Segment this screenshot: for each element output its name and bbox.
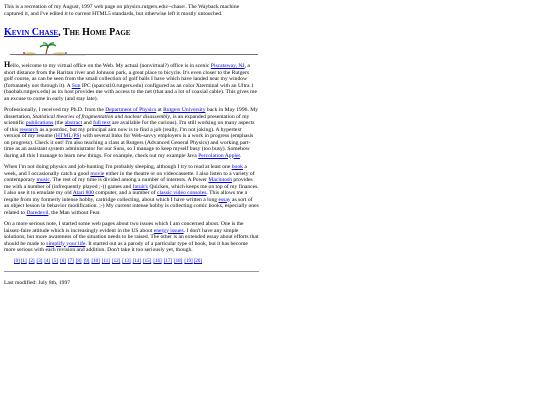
title-name-link[interactable]: Kevin Chase bbox=[4, 27, 59, 38]
p2-text-8: as a postdoc, but my principal aim now is to find a job (really, I'm not joking). A hypertext version of my resume ( bbox=[4, 126, 242, 139]
p2-text-1: Professionally, I received my Ph.D. from the bbox=[4, 107, 104, 113]
webring-item[interactable]: [1] bbox=[20, 258, 27, 264]
webring-item[interactable]: [11] bbox=[101, 258, 110, 264]
link-macintosh[interactable]: Macintosh bbox=[208, 177, 233, 183]
p2-text-11: . bbox=[239, 152, 242, 159]
link-book[interactable]: book bbox=[231, 164, 243, 170]
webring-item[interactable]: [9] bbox=[83, 258, 90, 264]
link-department-of-physics[interactable]: Department of Physics bbox=[105, 107, 157, 113]
p4-text-1: On a more serious note, I started some web pages about two issues which I am concerned about. One is the laissez-faire attitude which is increasingly evident in the US about bbox=[4, 221, 244, 234]
title-rest: , The Home Page bbox=[58, 27, 131, 38]
page-title bbox=[4, 27, 304, 39]
dissertation-title: Statistical theories of fragmentation and nuclear disassembly bbox=[32, 113, 170, 120]
header-rule bbox=[10, 42, 258, 58]
webring-end[interactable]: [20] bbox=[193, 258, 203, 264]
p3-text-4: . The rest of my time is divided among a number of interests. A Power bbox=[49, 177, 207, 183]
link-abstract[interactable]: abstract bbox=[64, 120, 83, 126]
link-resume-ps[interactable]: PS bbox=[73, 133, 80, 139]
intro-line-1: This is a recreation of my August, 1997 web page on physics.rutgers.edu/~chase/. The bbox=[4, 4, 197, 10]
p3-text-2: a week, and I occasionally catch a good bbox=[4, 164, 247, 177]
link-percolation-applet[interactable]: Percolation Applet bbox=[198, 152, 240, 159]
paragraph-serious bbox=[4, 221, 259, 254]
p2-text-9: / bbox=[71, 133, 74, 139]
webring-item[interactable]: [16] bbox=[153, 258, 162, 264]
intro-note bbox=[4, 4, 259, 17]
p3-text-7: computer, and a number of bbox=[95, 190, 156, 196]
p2-text-10: ) with several links for Web-savvy employers is a work in progress (emphasis on progress). Check it out! I'm also teaching a class at Rutgers (Advanced General Physics) and working part-time as an assistant system administrator for our Suns, so I manage to keep myself busy (too busy). Somehow during all this I manage to learn new things. For example, check out my example Java bbox=[4, 133, 254, 159]
webring-item[interactable]: [10] bbox=[91, 258, 100, 264]
link-rutgers-university[interactable]: Rutgers University bbox=[163, 107, 206, 113]
webring-item[interactable]: [13] bbox=[122, 258, 131, 264]
webring-items bbox=[20, 259, 194, 266]
p4-text-3: . It started out as a parody of a particular type of book, but it has become more serious with each revision and addition. Don't take it too seriously yet, though. bbox=[4, 240, 248, 253]
paragraph-interests bbox=[4, 164, 259, 216]
p2-text-4: , is an expanded presentation of my scientific bbox=[4, 113, 250, 126]
p3-text-1: When I'm not doing physics and job-hunting I'm probably sleeping, although I try to read at least one bbox=[4, 164, 231, 170]
p2-text-6: and bbox=[83, 120, 92, 126]
dropcap: H bbox=[4, 60, 11, 69]
last-modified: Last modified: July 8th, 1997 bbox=[4, 280, 71, 286]
webring-item[interactable]: [3] bbox=[36, 258, 43, 264]
webring-item[interactable]: [4] bbox=[44, 258, 51, 264]
p4-text-2: . I don't have any simple solutions, but more awareness of the situation needs to be raised. The other is an extended essay about efforts that should be made to bbox=[4, 227, 259, 247]
webring-item[interactable]: [17] bbox=[163, 258, 172, 264]
intro-line-2: Wayback machine captured it, and I've edited it to current HTML5 standards, but otherwise bbox=[4, 4, 240, 17]
p2-text-3: back in May 1996. My dissertation, bbox=[4, 107, 259, 120]
webring-item[interactable]: [5] bbox=[52, 258, 59, 264]
webring-item[interactable]: [19] bbox=[184, 258, 193, 264]
link-daredevil[interactable]: Daredevil bbox=[26, 209, 49, 216]
p2-text-2: at bbox=[157, 107, 162, 113]
webring-start[interactable]: [0] bbox=[14, 258, 20, 264]
link-movie[interactable]: movie bbox=[90, 170, 105, 177]
link-publications[interactable]: publications bbox=[25, 120, 54, 126]
webring-nav bbox=[14, 259, 269, 266]
p3-text-8: . This allows me a respite from my formerly intense hobby, cartridge collecting, about which I have written a long bbox=[4, 190, 248, 203]
webring-item[interactable]: [7] bbox=[67, 258, 74, 264]
p1-text-2: , a short distance from the Raritan river and Johnson park, a great place to bicycle. It's even closer to the Rutgers golf course, as can be seen from the small collection of golf balls I have which have landed near my window (fortunately not through it). A bbox=[4, 63, 250, 89]
paragraph-professional bbox=[4, 107, 259, 159]
link-energy-issues[interactable]: energy issues bbox=[153, 227, 184, 234]
link-full-text[interactable]: full text bbox=[93, 120, 111, 126]
beach-palm-tree-icon bbox=[16, 42, 86, 58]
webring-item[interactable]: [8] bbox=[75, 258, 82, 264]
link-atari-800[interactable]: Atari 800 bbox=[72, 190, 94, 196]
p3-text-6: Quicken, which keeps me on top of my finances. I also use it to emulate my old bbox=[4, 183, 259, 196]
paragraph-welcome bbox=[4, 62, 259, 102]
p3-text-9: as sort of an object lesson in behavior modification. ;-) My current intense hobby is collecting comic books, especially ones related to bbox=[4, 196, 259, 216]
webring-item[interactable]: [2] bbox=[28, 258, 35, 264]
link-essay[interactable]: essay bbox=[218, 196, 231, 203]
link-resume-html[interactable]: HTML bbox=[55, 133, 72, 139]
webring-item[interactable]: [15] bbox=[142, 258, 152, 264]
p2-text-7: are available for the curious). I'm still working on many aspects of this bbox=[4, 120, 255, 133]
p1-text-1: ello, welcome to my virtual office on the Web. My actual (nonvirtual?) office is in scenic bbox=[10, 63, 210, 69]
footer-divider bbox=[4, 271, 259, 272]
webring-item[interactable]: [12] bbox=[111, 258, 121, 264]
link-sun[interactable]: Sun bbox=[71, 82, 81, 89]
webring-item[interactable]: [6] bbox=[60, 258, 66, 264]
link-music[interactable]: music bbox=[36, 177, 50, 183]
webring-item[interactable]: [14] bbox=[132, 258, 141, 264]
link-piscataway[interactable]: Piscataway, NJ bbox=[210, 63, 245, 69]
link-simplify-your-life[interactable]: simplify your life bbox=[46, 240, 86, 247]
p3-text-3: either in the theatre or on videocassette. I also listen to a variety of contemporary bbox=[4, 170, 255, 183]
link-research[interactable]: research bbox=[19, 126, 39, 133]
intro-line-3: left it mostly untouched. bbox=[167, 10, 223, 17]
link-classic-video-consoles[interactable]: classic video consoles bbox=[157, 190, 207, 196]
webring-item[interactable]: [18] bbox=[174, 258, 183, 264]
p3-text-10: , the Man without Fear. bbox=[48, 209, 101, 216]
link-intuit[interactable]: Intuit's bbox=[132, 183, 148, 190]
p2-text-5: (the bbox=[54, 120, 64, 126]
p1-text-3: IPC (sparcst10.rutgers.edu) configured as an color Xterminal with an Ultra 1 (baobab.rutgers.edu) as its host provides me with access to the net (that and a lot of coaxial cable). This gives me an excuse to come in early (and stay late). bbox=[4, 82, 257, 102]
p3-text-5: provides me with a number of (infrequently played ;-)) games and bbox=[4, 177, 253, 190]
